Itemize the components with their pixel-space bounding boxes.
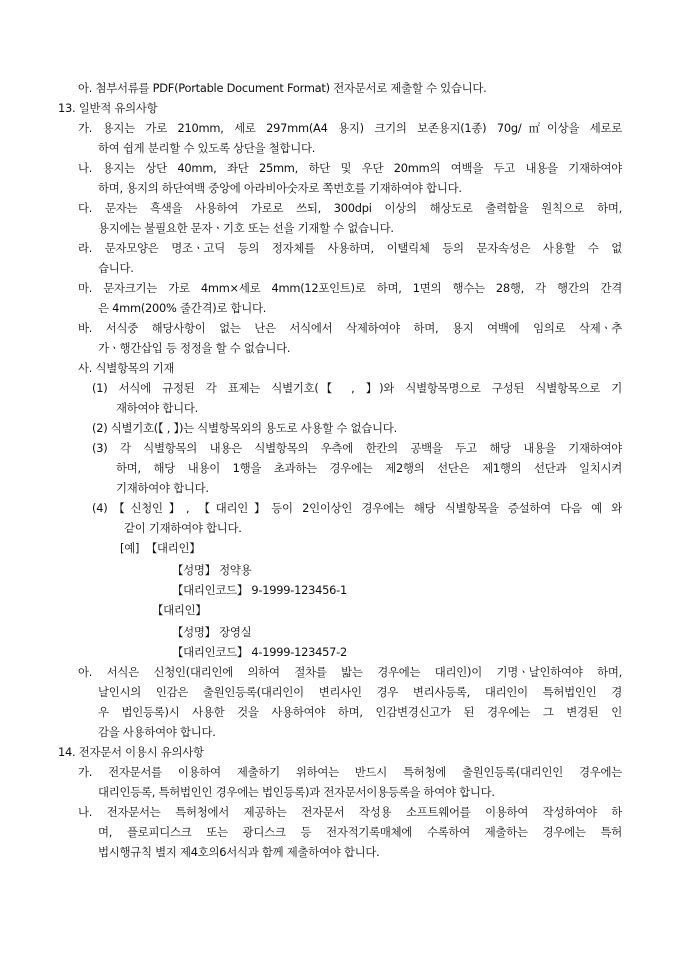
example-label: [예] 【대리인】	[120, 541, 201, 555]
item-a2-line-4: 감을 사용하여야 합니다.	[98, 725, 216, 739]
item-ra-line-2: 습니다.	[98, 261, 134, 275]
sub-item-1-line-1: (1) 서식에 규정된 각 표제는 식별기호(【 , 】)와 식별항목명으로 구성된 식별항목으로 기	[92, 381, 622, 395]
example-name-1: 【성명】 정약용	[172, 563, 252, 577]
item-na-line-2: 하며, 용지의 하단여백 중앙에 아라비아숫자로 쪽번호를 기재하여야 합니다.	[98, 181, 462, 195]
item-ga-line-2: 하여 쉽게 분리할 수 있도록 상단을 철합니다.	[98, 141, 316, 155]
item-ma-line-1: 마. 문자크기는 가로 4mm×세로 4mm(12포인트)로 하며, 1면의 행수는 28행, 각 행간의 간격	[78, 281, 622, 295]
section-14-heading: 14. 전자문서 이용시 유의사항	[58, 745, 204, 759]
item-14-na-line-2: 며, 플로피디스크 또는 광디스크 등 전자적기록매체에 수록하여 제출하는 경우에는 특허	[98, 825, 622, 839]
item-a2-line-2: 날인시의 인감은 출원인등록(대리인이 변리사인 경우 변리사등록, 대리인이 특허법인인 경	[98, 685, 622, 699]
item-14-na-line-3: 법시행규칙 별지 제4호의6서식과 함께 제출하여야 합니다.	[98, 845, 380, 859]
item-a2-line-3: 우 법인등록)시 사용한 것을 사용하여야 하며, 인감변경신고가 된 경우에는 그 변경된 인	[98, 705, 622, 719]
sub-item-3-line-3: 기재하여야 합니다.	[116, 481, 209, 495]
example-code-1: 【대리인코드】 9-1999-123456-1	[172, 583, 347, 597]
example-agent-2: 【대리인】	[152, 603, 207, 617]
item-sa-heading: 사. 식별항목의 기재	[78, 361, 175, 375]
sub-item-4-line-2: 같이 기재하여야 합니다.	[124, 521, 242, 535]
item-ba-line-1: 바. 서식중 해당사항이 없는 난은 서식에서 삭제하여야 하며, 용지 여백에 임의로 삭제ㆍ추	[78, 321, 622, 335]
item-14-ga-line-2: 대리인등록, 특허법인인 경우에는 법인등록)과 전자문서이용등록을 하여야 합니다.	[98, 785, 495, 799]
example-code-2: 【대리인코드】 4-1999-123457-2	[172, 645, 347, 659]
item-a2-line-1: 아. 서식은 신청인(대리인에 의하여 절차를 밟는 경우에는 대리인)이 기명ㆍ날인하여야 하며,	[78, 665, 622, 679]
item-14-na-line-1: 나. 전자문서는 특허청에서 제공하는 전자문서 작성용 소프트웨어를 이용하여 작성하여야 하	[78, 805, 622, 819]
item-da-line-1: 다. 문자는 흑색을 사용하여 가로로 쓰되, 300dpi 이상의 해상도로 출력함을 원칙으로 하며,	[78, 201, 622, 215]
sub-item-3-line-1: (3) 각 식별항목의 내용은 식별항목의 우측에 한칸의 공백을 두고 해당 내용을 기재하여야	[92, 441, 622, 455]
item-a-pdf: 아. 첨부서류를 PDF(Portable Document Format) 전자문서로 제출할 수 있습니다.	[78, 81, 487, 95]
item-ra-line-1: 라. 문자모양은 명조ㆍ고딕 등의 정자체를 사용하며, 이탤릭체 등의 문자속성은 사용할 수 없	[78, 241, 622, 255]
sub-item-1-line-2: 재하여야 합니다.	[116, 401, 199, 415]
item-ba-line-2: 가ㆍ행간삽입 등 정정을 할 수 없습니다.	[98, 341, 291, 355]
sub-item-3-line-2: 하며, 해당 내용이 1행을 초과하는 경우에는 제2행의 선단은 제1행의 선단과 일치시켜	[116, 461, 622, 475]
item-14-ga-line-1: 가. 전자문서를 이용하여 제출하기 위하여는 반드시 특허청에 출원인등록(대리인인 경우에는	[78, 765, 622, 779]
section-13-heading: 13. 일반적 유의사항	[58, 101, 158, 115]
item-da-line-2: 용지에는 불필요한 문자ㆍ기호 또는 선을 기재할 수 없습니다.	[98, 221, 394, 235]
item-ma-line-2: 은 4mm(200% 줄간격)로 합니다.	[98, 301, 267, 315]
sub-item-2: (2) 식별기호(【 , 】)는 식별항목외의 용도로 사용할 수 없습니다.	[92, 421, 397, 435]
item-na-line-1: 나. 용지는 상단 40mm, 좌단 25mm, 하단 및 우단 20mm의 여백을 두고 내용을 기재하여야	[78, 161, 622, 175]
item-ga-line-1: 가. 용지는 가로 210mm, 세로 297mm(A4 용지) 크기의 보존용지(1종) 70g/㎡이상을 세로로	[78, 121, 622, 135]
sub-item-4-line-1: (4)【신청인】, 【대리인】등이 2인이상인 경우에는 해당 식별항목을 증설하여 다음 예 와	[92, 501, 622, 515]
example-name-2: 【성명】 장영실	[172, 625, 252, 639]
